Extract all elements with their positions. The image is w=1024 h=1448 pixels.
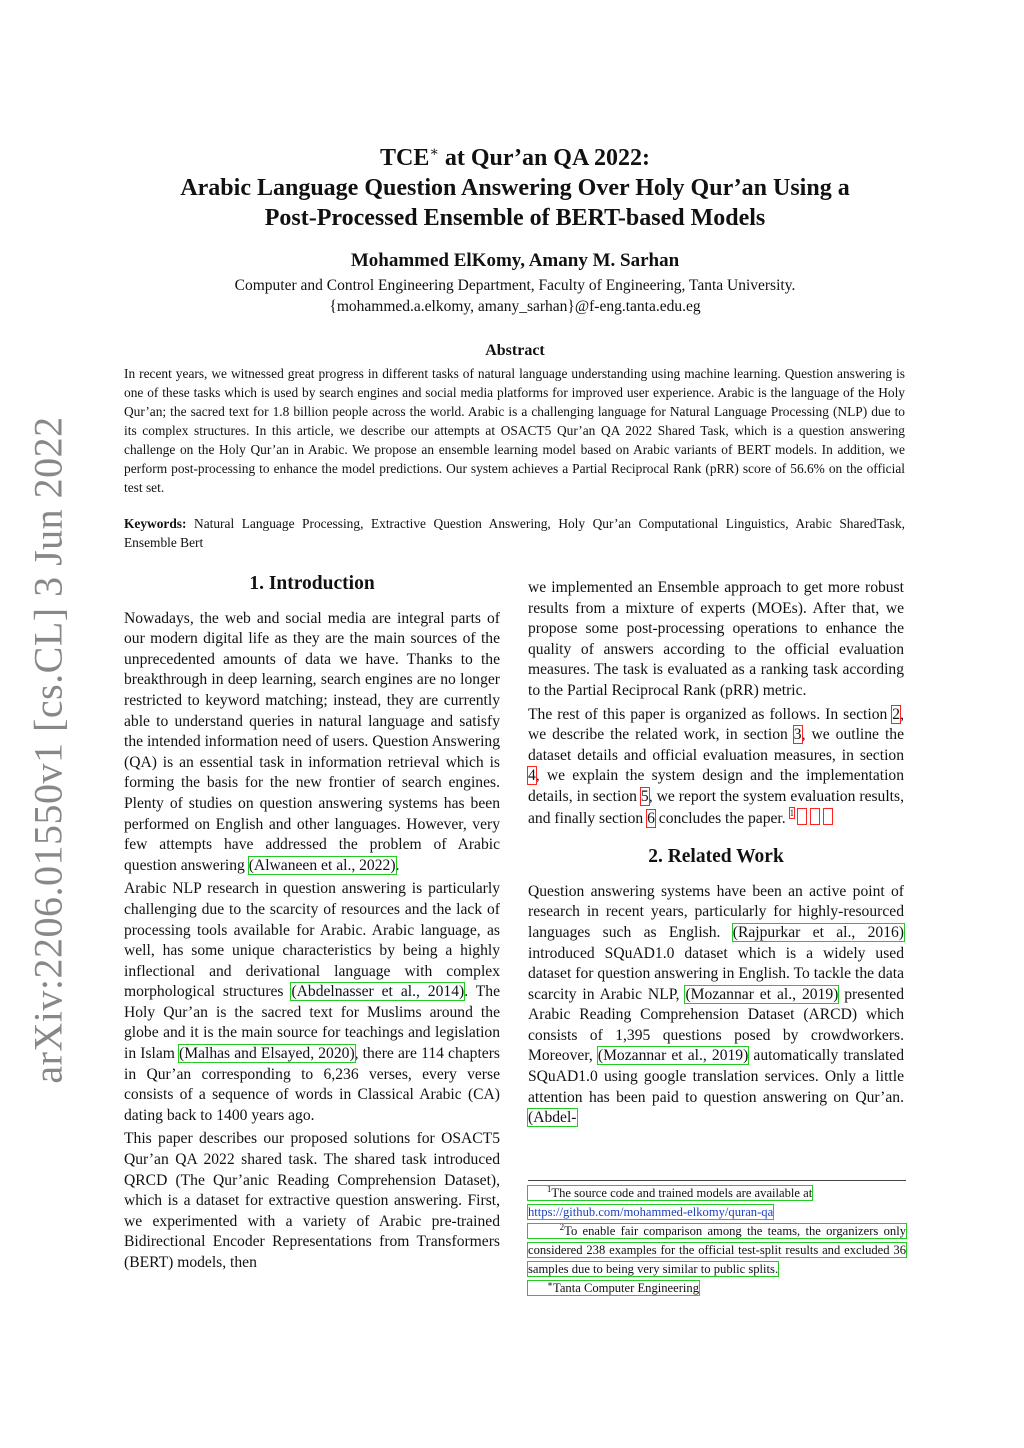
footnotes — [528, 1180, 906, 1298]
footnote-mark: ∗ — [546, 1278, 554, 1289]
text-run: The rest of this paper is organized as follows. In section — [528, 705, 893, 723]
repo-url-link[interactable]: https://github.com/mohammed-elkomy/quran-qa — [528, 1205, 774, 1219]
footnote-text: Tanta Computer Engineering — [553, 1281, 700, 1295]
footnote-2-text[interactable] — [528, 1221, 906, 1276]
text-run: automatically translated SQuAD1.0 using google translation services. Only a little attention has been paid to question answering on Qur’an. — [528, 1047, 904, 1106]
citation-link[interactable]: (Mozannar et al., 2019) — [597, 1047, 749, 1065]
footnote-1-line[interactable] — [528, 1183, 813, 1200]
arxiv-stamp-text: arXiv:2206.01550v1 [cs.CL] 3 Jun 2022 — [25, 416, 71, 1084]
text-run: Arabic NLP research in question answering is particularly challenging due to the scarcity of resources and the lack of processing tools available for Arabic. Arabic language, as well, has some unique characteristics by being a highly inflectional and derivational language with complex morphological structures — [124, 880, 500, 1001]
footnote-mark: 1 — [546, 1183, 552, 1194]
footnote-text: The source code and trained models are available at — [551, 1186, 813, 1200]
affiliation-block — [120, 275, 910, 317]
section-link-5[interactable]: 5 — [640, 787, 649, 805]
abstract-heading: Abstract — [485, 342, 545, 359]
citation-link[interactable]: (Abdel- — [528, 1109, 577, 1127]
title-part: at Qur’an QA 2022: — [438, 145, 650, 171]
text-run: concludes the paper. — [654, 809, 790, 827]
title-star: ∗ — [429, 145, 439, 160]
title-line-3: Post-Processed Ensemble of BERT-based Models — [264, 205, 766, 231]
footnote-2 — [528, 1222, 906, 1279]
title-line-2: Arabic Language Question Answering Over Holy Qur’an Using a — [180, 175, 850, 201]
footnote-mark: 2 — [559, 1221, 565, 1232]
section-link-3[interactable]: 3 — [793, 726, 802, 744]
text-run: presented Arabic Reading Comprehension Dataset (ARCD) which consists of 1,395 questions posed by crowdworkers. Moreover, — [528, 985, 904, 1065]
intro-paragraph-1 — [124, 609, 500, 877]
emails: {mohammed.a.elkomy, amany_sarhan}@f-eng.tanta.edu.eg — [329, 298, 701, 315]
intro-paragraph-5 — [528, 705, 904, 830]
citation-link[interactable]: (Mozannar et al., 2019) — [685, 985, 839, 1003]
text-run: . The Holy Qur’an is the sacred text for Muslims around the globe and it is the main source for teachings and legislation in Islam — [124, 983, 500, 1063]
text-run: , we describe the related work, in section — [528, 705, 904, 744]
paper-title — [120, 138, 910, 233]
footnote-link-box[interactable] — [823, 808, 833, 825]
left-column — [124, 574, 500, 1277]
footnote-link-box[interactable] — [810, 808, 820, 825]
footnote-1 — [528, 1184, 906, 1222]
keywords-text: Natural Language Processing, Extractive Question Answering, Holy Qur’an Computational Linguistics, Arabic SharedTask, Ensemble Bert — [124, 516, 905, 550]
keywords-label: Keywords: — [124, 516, 187, 531]
intro-paragraph-4: we implemented an Ensemble approach to get more robust results from a mixture of experts (MOEs). After that, we propose some post-processing operations to enhance the quality of answers according to the official evaluation measures. The task is evaluated as a ranking task according to the Partial Reciprocal Rank (pRR) metric. — [528, 579, 904, 699]
authors: Mohammed ElKomy, Amany M. Sarhan — [350, 250, 680, 271]
text-run: , we report the system evaluation results, and finally section — [528, 787, 904, 827]
section-link-6[interactable]: 6 — [647, 809, 655, 827]
intro-paragraph-3: This paper describes our proposed solutions for OSACT5 Qur’an QA 2022 shared task. The shared task introduced QRCD (The Qur’anic Reading Comprehension Dataset), which is a dataset for extractive question answering. First, we experimented with a variety of Arabic pre-trained Bidirectional Encoder Representations from Transformers (BERT) models, then — [124, 1130, 500, 1271]
keywords — [124, 514, 905, 552]
right-column — [528, 578, 904, 1132]
section-link-4[interactable]: 4 — [528, 767, 536, 785]
citation-link[interactable]: (Alwaneen et al., 2022) — [248, 856, 396, 874]
related-paragraph-1 — [528, 882, 904, 1129]
footnote-rule — [528, 1180, 906, 1181]
text-run: , we explain the system design and the implementation details, in section — [528, 767, 904, 805]
intro-paragraph-2 — [124, 879, 500, 1126]
text-run: Nowadays, the web and social media are integral parts of our modern digital life as they are the main sources of the unprecedented amounts of data we have. Thanks to the breakthrough in deep learning, search engines are no longer restricted to keyword matching; instead, they are currently able to understand queries in natural language and satisfy the intended information need of users. Question Answering (QA) is an essential task in information retrieval which is forming the basis for the new frontier of search engines. Plenty of studies on question answering systems has been performed on English and other languages. However, very few attempts have addressed the problem of Arabic question answering — [124, 609, 500, 874]
abstract-text: In recent years, we witnessed great progress in different tasks of natural language understanding using machine learning. Question answering is one of these tasks which is used by search engines and social media platforms for improved user experience. Arabic is the language of the Holy Qur’an; the sacred text for 1.8 billion people across the world. Arabic is a challenging language for Natural Language Processing (NLP) due to its complex structures. In this article, we describe our attempts at OSACT5 Qur’an QA 2022 Shared Task, which is a question answering challenge on the Holy Qur’an in Arabic. We propose an ensemble learning model based on Arabic variants of BERT models. In addition, we perform post-processing to enhance the model predictions. Our system achieves a Partial Reciprocal Rank (pRR) score of 56.6% on the official test set. — [124, 366, 905, 495]
text-run: . — [395, 856, 400, 874]
citation-link[interactable]: (Abdelnasser et al., 2014) — [291, 983, 465, 1001]
text-run: , there are 114 chapters in Qur’an corresponding to 6,236 verses, every verse consists of a sequence of words in Classical Arabic (CA) dating back to 1400 years ago. — [124, 1045, 500, 1124]
text-run: Question answering systems have been an active point of research in recent years, particularly for highly-resourced languages such as English. — [528, 882, 904, 941]
title-part: TCE — [380, 145, 430, 171]
text-run: , we outline the dataset details and official evaluation measures, in section — [528, 726, 905, 764]
footnote-link-1[interactable]: 1 — [789, 808, 795, 819]
affiliation: Computer and Control Engineering Department, Faculty of Engineering, Tanta University. — [234, 277, 796, 294]
section-link-2[interactable]: 2 — [892, 705, 901, 723]
footnote-3 — [528, 1279, 906, 1298]
footnote-3-line[interactable] — [528, 1278, 700, 1295]
citation-link[interactable]: (Malhas and Elsayed, 2020) — [179, 1045, 355, 1063]
section-heading-introduction: 1. Introduction — [249, 573, 375, 594]
citation-link[interactable]: (Rajpurkar et al., 2016) — [732, 923, 904, 941]
text-run: introduced SQuAD1.0 dataset which is a widely used dataset for question answering in English. To tackle the data scarcity in Arabic NLP, — [528, 944, 904, 1003]
arxiv-stamp — [18, 416, 78, 1084]
footnote-text: To enable fair comparison among the teams, the organizers only considered 238 examples for the official test-split results and excluded 36 samples due to being very similar to public splits. — [528, 1224, 906, 1276]
section-heading-related-work: 2. Related Work — [648, 846, 784, 868]
footnote-link-box[interactable] — [797, 808, 807, 825]
